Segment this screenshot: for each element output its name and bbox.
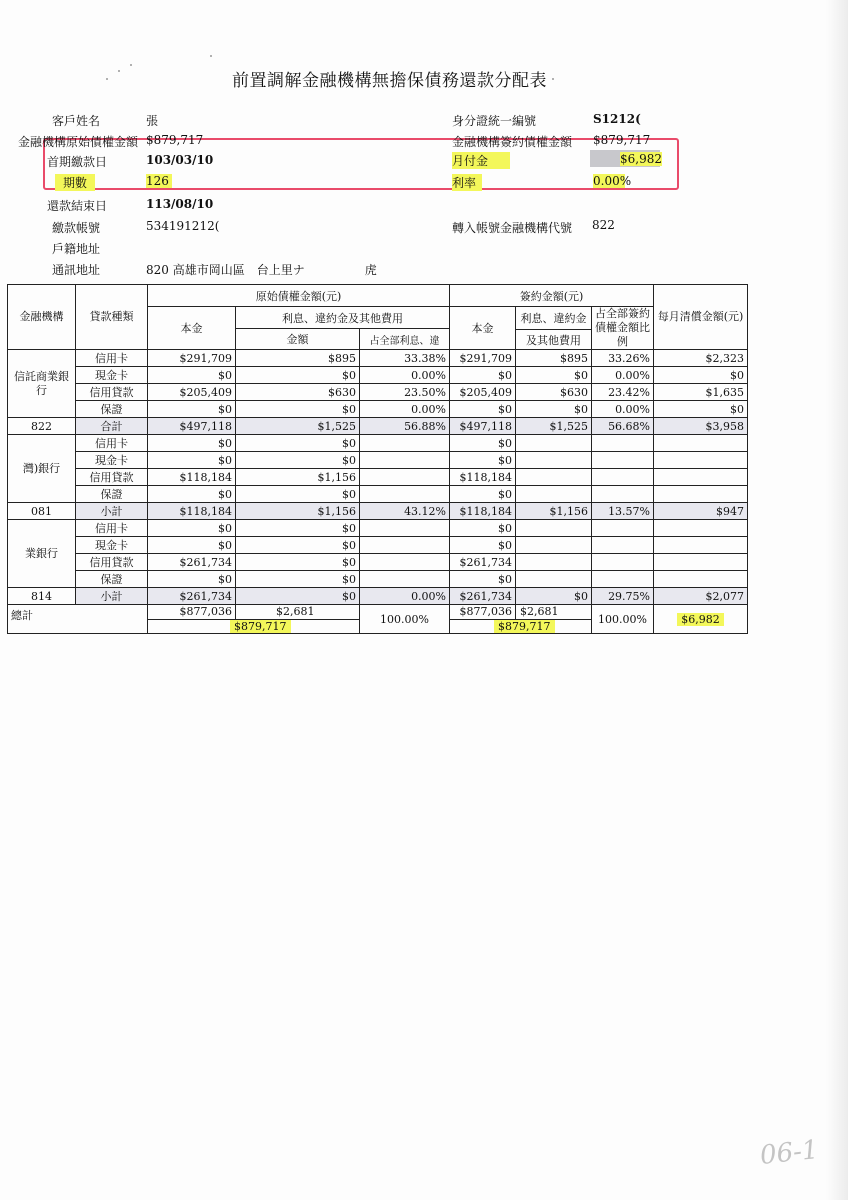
customer-name-label: 客戶姓名 [52, 114, 101, 128]
share-cell: 0.00% [360, 367, 450, 384]
empty-cell [592, 554, 654, 571]
empty-cell [654, 469, 748, 486]
contract-interest-cell: $0 [516, 401, 592, 418]
contract-interest-cell: $0 [516, 367, 592, 384]
header-contract-interest-2: 及其他費用 [516, 330, 592, 350]
monthly-cell: $3,958 [654, 418, 748, 435]
loan-type-cell: 信用卡 [76, 350, 148, 367]
orig-claim-label: 金融機構原始債權金額 [18, 135, 139, 149]
monthly-value: $6,982 [620, 152, 662, 166]
empty-cell [360, 435, 450, 452]
table-row [8, 554, 748, 571]
share-cell: 0.00% [360, 588, 450, 605]
loan-type-cell: 保證 [76, 571, 148, 588]
amount-cell: $0 [236, 486, 360, 503]
loan-type-cell: 現金卡 [76, 367, 148, 384]
empty-cell [360, 486, 450, 503]
table-row [8, 571, 748, 588]
empty-cell [516, 486, 592, 503]
amount-cell: $1,156 [236, 503, 360, 520]
monthly-cell: $2,077 [654, 588, 748, 605]
account-label: 繳款帳號 [52, 221, 101, 235]
contract-share-cell: 13.57% [592, 503, 654, 520]
empty-cell [592, 537, 654, 554]
contract-interest-cell: $1,156 [516, 503, 592, 520]
total-contract-principal: $877,036 [450, 605, 516, 620]
header-loan-type: 貸款種類 [76, 285, 148, 350]
empty-cell [654, 435, 748, 452]
empty-cell [360, 520, 450, 537]
monthly-label: 月付金 [452, 152, 510, 169]
table-row [8, 469, 748, 486]
end-date-value: 113/08/10 [146, 197, 214, 211]
contract-principal-cell: $0 [450, 520, 516, 537]
contract-interest-cell: $895 [516, 350, 592, 367]
share-cell: 23.50% [360, 384, 450, 401]
amount-cell: $0 [236, 520, 360, 537]
household-address-label: 戶籍地址 [52, 242, 101, 256]
contract-claim-sum: $879,717 [494, 620, 555, 633]
periods-value: 126 [146, 174, 172, 188]
principal-cell: $205,409 [148, 384, 236, 401]
monthly-cell: $947 [654, 503, 748, 520]
rate-value: 0.00% [593, 174, 632, 188]
principal-cell: $291,709 [148, 350, 236, 367]
contract-principal-cell: $205,409 [450, 384, 516, 401]
contract-principal-cell: $261,734 [450, 588, 516, 605]
scan-speck [118, 70, 120, 72]
total-contract-interest: $2,681 [516, 605, 592, 620]
contract-principal-cell: $0 [450, 435, 516, 452]
header-amount: 金額 [236, 329, 360, 350]
contract-interest-cell: $630 [516, 384, 592, 401]
header-institution: 金融機構 [8, 285, 76, 350]
total-monthly: $6,982 [677, 613, 724, 626]
loan-type-cell: 信用貸款 [76, 469, 148, 486]
institution-1-code: 822 [8, 418, 76, 435]
contract-principal-cell: $0 [450, 401, 516, 418]
header-contract-amount: 簽約金額(元) [450, 285, 654, 307]
first-pay-value: 103/03/10 [146, 153, 214, 167]
scan-speck [106, 78, 108, 80]
empty-cell [516, 452, 592, 469]
contract-principal-cell: $118,184 [450, 469, 516, 486]
amount-cell: $0 [236, 452, 360, 469]
subtotal-row [8, 503, 748, 520]
principal-cell: $0 [148, 571, 236, 588]
periods-label: 期數 [55, 174, 95, 191]
share-cell: 33.38% [360, 350, 450, 367]
empty-cell [516, 571, 592, 588]
table-row [8, 520, 748, 537]
empty-cell [516, 520, 592, 537]
amount-cell: $0 [236, 554, 360, 571]
customer-name-value: 張 [146, 114, 159, 128]
subtotal-row [8, 588, 748, 605]
empty-cell [360, 554, 450, 571]
transfer-code-label: 轉入帳號金融機構代號 [452, 221, 573, 235]
loan-type-cell: 信用卡 [76, 435, 148, 452]
transfer-code-value: 822 [592, 218, 615, 232]
contract-share-cell: 23.42% [592, 384, 654, 401]
loan-type-cell: 保證 [76, 486, 148, 503]
principal-cell: $261,734 [148, 554, 236, 571]
monthly-cell: $1,635 [654, 384, 748, 401]
principal-cell: $261,734 [148, 588, 236, 605]
principal-cell: $497,118 [148, 418, 236, 435]
contract-claim-label: 金融機構簽約債權金額 [452, 135, 573, 149]
empty-cell [654, 571, 748, 588]
loan-type-cell: 現金卡 [76, 537, 148, 554]
monthly-cell: $0 [654, 401, 748, 418]
orig-claim-value: $879,717 [146, 133, 204, 147]
page-title: 前置調解金融機構無擔保債務還款分配表 [232, 71, 547, 91]
total-principal: $877,036 [148, 605, 236, 620]
empty-cell [592, 571, 654, 588]
original-claim-sum: $879,717 [230, 620, 291, 633]
allocation-table [7, 284, 748, 634]
subtotal-row [8, 418, 748, 435]
header-contract-interest: 利息、違約金 [516, 307, 592, 330]
contract-interest-cell: $1,525 [516, 418, 592, 435]
principal-cell: $0 [148, 486, 236, 503]
total-amount: $2,681 [236, 605, 360, 620]
empty-cell [592, 469, 654, 486]
empty-cell [592, 520, 654, 537]
empty-cell [516, 469, 592, 486]
amount-cell: $0 [236, 571, 360, 588]
monthly-cell: $0 [654, 367, 748, 384]
contract-share-cell: 56.68% [592, 418, 654, 435]
empty-cell [592, 435, 654, 452]
amount-cell: $1,525 [236, 418, 360, 435]
first-pay-label: 首期繳款日 [47, 155, 108, 169]
red-highlight-box [43, 138, 679, 190]
handwritten-page-mark: 06-1 [758, 1135, 820, 1171]
amount-cell: $0 [236, 367, 360, 384]
share-cell: 43.12% [360, 503, 450, 520]
loan-type-cell: 信用卡 [76, 520, 148, 537]
mail-address-label: 通訊地址 [52, 263, 101, 277]
table-row [8, 384, 748, 401]
empty-cell [654, 486, 748, 503]
scan-speck [210, 55, 212, 57]
amount-cell: $630 [236, 384, 360, 401]
scan-speck [130, 64, 132, 66]
header-monthly-payment: 每月清償金額(元) [654, 285, 748, 350]
contract-principal-cell: $0 [450, 486, 516, 503]
loan-type-cell: 現金卡 [76, 452, 148, 469]
total-contract-share: 100.00% [592, 605, 654, 634]
contract-principal-cell: $291,709 [450, 350, 516, 367]
table-row [8, 401, 748, 418]
contract-share-cell: 29.75% [592, 588, 654, 605]
header-interest-fees: 利息、違約金及其他費用 [236, 307, 450, 329]
scan-edge-shadow [826, 0, 848, 1200]
contract-share-cell: 0.00% [592, 367, 654, 384]
total-label: 總計 [8, 605, 148, 634]
end-date-label: 還款結束日 [47, 199, 108, 213]
principal-cell: $0 [148, 537, 236, 554]
contract-share-cell: 0.00% [592, 401, 654, 418]
subtotal-label: 合計 [76, 418, 148, 435]
total-row [8, 605, 748, 620]
contract-principal-cell: $0 [450, 452, 516, 469]
rate-label: 利率 [452, 174, 482, 191]
empty-cell [360, 452, 450, 469]
amount-cell: $0 [236, 435, 360, 452]
amount-cell: $0 [236, 401, 360, 418]
id-label: 身分證統一編號 [452, 114, 537, 128]
table-row [8, 435, 748, 452]
empty-cell [360, 571, 450, 588]
contract-share-cell: 33.26% [592, 350, 654, 367]
institution-3-name: 業銀行 [8, 520, 76, 588]
contract-principal-cell: $0 [450, 537, 516, 554]
principal-cell: $118,184 [148, 469, 236, 486]
total-share: 100.00% [360, 605, 450, 634]
table-row [8, 452, 748, 469]
empty-cell [654, 537, 748, 554]
header-contract-share: 占全部簽約債權金額比例 [592, 307, 654, 350]
table-row [8, 367, 748, 384]
table-row [8, 486, 748, 503]
mail-address-value: 820 高雄市岡山區 台上里ナ 虎 [146, 263, 377, 277]
monthly-cell: $2,323 [654, 350, 748, 367]
share-cell: 0.00% [360, 401, 450, 418]
contract-principal-cell: $497,118 [450, 418, 516, 435]
share-cell: 56.88% [360, 418, 450, 435]
subtotal-label: 小計 [76, 588, 148, 605]
principal-cell: $0 [148, 401, 236, 418]
header-original-claims: 原始債權金額(元) [148, 285, 450, 307]
principal-cell: $118,184 [148, 503, 236, 520]
principal-cell: $0 [148, 435, 236, 452]
empty-cell [516, 435, 592, 452]
empty-cell [592, 486, 654, 503]
contract-claim-value: $879,717 [593, 133, 651, 147]
account-value: 53419121​2( [146, 219, 220, 233]
total-monthly-cell [654, 605, 748, 634]
id-value: S1212( [593, 112, 641, 126]
amount-cell: $0 [236, 588, 360, 605]
contract-principal-cell: $118,184 [450, 503, 516, 520]
table-row [8, 537, 748, 554]
empty-cell [592, 452, 654, 469]
subtotal-label: 小計 [76, 503, 148, 520]
empty-cell [516, 554, 592, 571]
amount-cell: $895 [236, 350, 360, 367]
empty-cell [516, 537, 592, 554]
institution-2-code: 081 [8, 503, 76, 520]
empty-cell [654, 554, 748, 571]
empty-cell [654, 520, 748, 537]
table-row [8, 350, 748, 367]
institution-3-code: 814 [8, 588, 76, 605]
loan-type-cell: 信用貸款 [76, 554, 148, 571]
principal-cell: $0 [148, 452, 236, 469]
header-principal: 本金 [148, 307, 236, 350]
header-interest-share: 占全部利息、違 [360, 329, 450, 350]
amount-cell: $0 [236, 537, 360, 554]
loan-type-cell: 信用貸款 [76, 384, 148, 401]
empty-cell [360, 537, 450, 554]
contract-principal-cell: $0 [450, 367, 516, 384]
loan-type-cell: 保證 [76, 401, 148, 418]
contract-principal-cell: $261,734 [450, 554, 516, 571]
empty-cell [654, 452, 748, 469]
amount-cell: $1,156 [236, 469, 360, 486]
empty-cell [360, 469, 450, 486]
institution-2-name: 灣)銀行 [8, 435, 76, 503]
institution-1-name: 信託商業銀行 [8, 350, 76, 418]
header-contract-principal: 本金 [450, 307, 516, 350]
scan-speck [552, 78, 554, 80]
contract-interest-cell: $0 [516, 588, 592, 605]
principal-cell: $0 [148, 367, 236, 384]
principal-cell: $0 [148, 520, 236, 537]
contract-principal-cell: $0 [450, 571, 516, 588]
